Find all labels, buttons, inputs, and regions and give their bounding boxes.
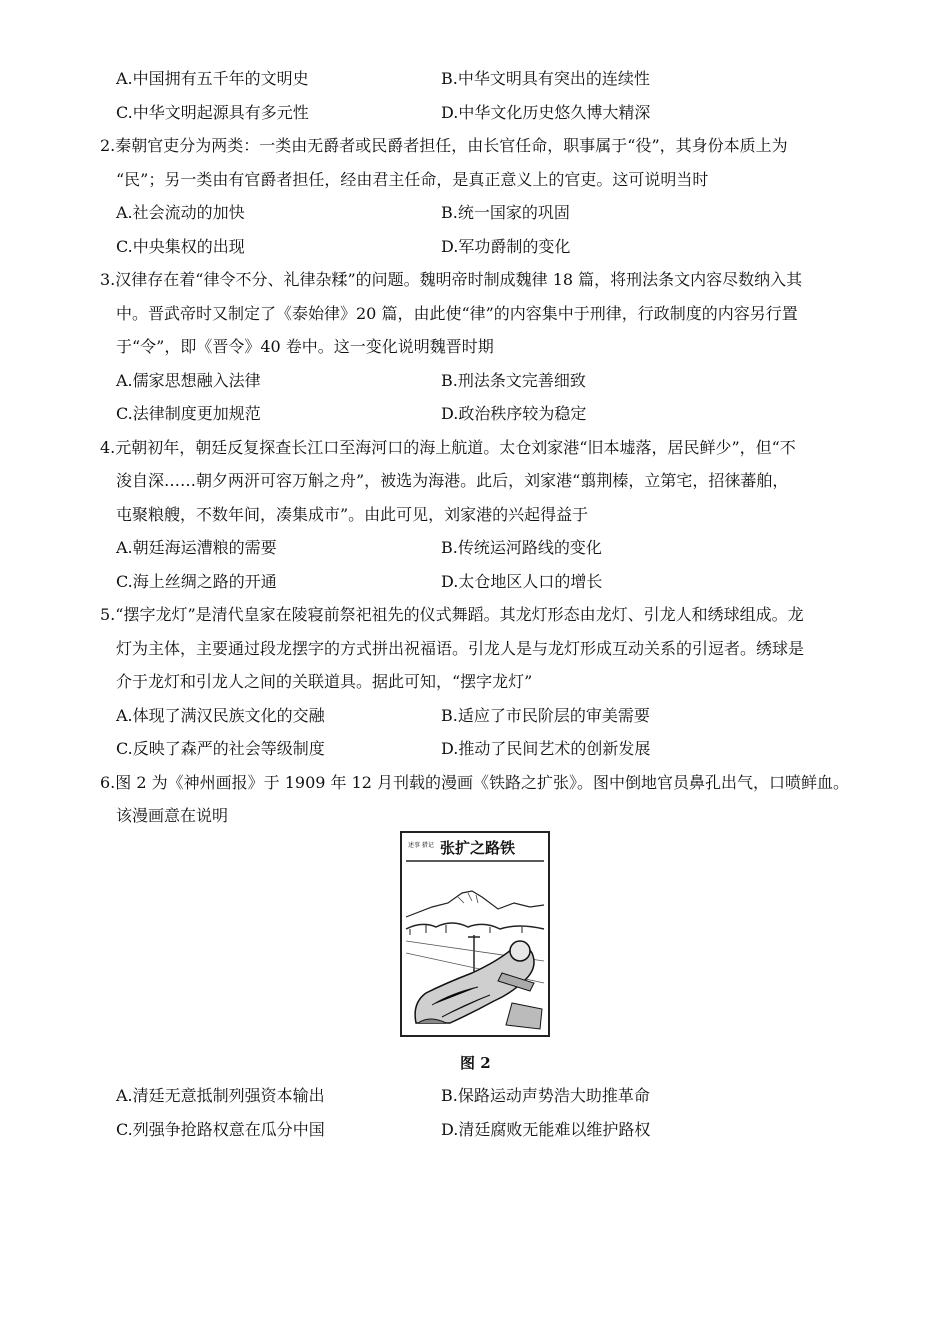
q5-stem-line-2: 灯为主体，主要通过段龙摆字的方式拼出祝福语。引龙人是与龙灯形成互动关系的引逗者。绣球是 <box>116 639 805 658</box>
q5-stem-line-1: 5.“摆字龙灯”是清代皇家在陵寝前祭祀祖先的仪式舞蹈。其龙灯形态由龙灯、引龙人和绣球组成。龙 <box>100 605 804 624</box>
q3-stem-line-3: 于“令”，即《晋令》40 卷中。这一变化说明魏晋时期 <box>116 337 494 356</box>
q6-option-d: D.清廷腐败无能难以维护路权 <box>441 1120 651 1139</box>
q6-option-b: B.保路运动声势浩大助推革命 <box>441 1086 650 1105</box>
q5-stem-line-3: 介于龙灯和引龙人之间的关联道具。据此可知，“摆字龙灯” <box>116 672 533 691</box>
q4-option-d: D.太仓地区人口的增长 <box>441 572 603 591</box>
q4-stem-line-2: 浚自深……朝夕两汧可容万斛之舟”，被选为海港。此后，刘家港“翦荆榛，立第宅，招徕蕃舶， <box>116 471 789 490</box>
q4-option-c: C.海上丝绸之路的开通 <box>116 572 277 591</box>
q5-option-b: B.适应了市民阶层的审美需要 <box>441 706 650 725</box>
q3-stem-line-1: 3.汉律存在着“律令不分、礼律杂糅”的问题。魏明帝时制成魏律 18 篇，将刑法条文内容尽数纳入其 <box>100 270 803 289</box>
q2-option-a: A.社会流动的加快 <box>116 203 245 222</box>
q2-option-c: C.中央集权的出现 <box>116 237 245 256</box>
q4-stem-line-1: 4.元朝初年，朝廷反复探查长江口至海河口的海上航道。太仓刘家港“旧本墟落，居民鲜少”，但“不 <box>100 438 796 457</box>
q3-option-d: D.政治秩序较为稳定 <box>441 404 587 423</box>
q5-option-c: C.反映了森严的社会等级制度 <box>116 739 325 758</box>
q5-option-a: A.体现了满汉民族文化的交融 <box>116 706 325 725</box>
cartoon-side-label: 述事 猎记 <box>408 842 434 849</box>
q2-stem-line-1: 2.秦朝官吏分为两类：一类由无爵者或民爵者担任，由长官任命，职事属于“役”，其身份本质上为 <box>100 136 788 155</box>
q3-option-a: A.儒家思想融入法律 <box>116 371 261 390</box>
q4-option-b: B.传统运河路线的变化 <box>441 538 602 557</box>
q2-option-b: B.统一国家的巩固 <box>441 203 570 222</box>
q6-option-a: A.清廷无意抵制列强资本输出 <box>116 1086 325 1105</box>
q4-stem-line-3: 屯聚粮艘，不数年间，凑集成市”。由此可见，刘家港的兴起得益于 <box>116 505 589 524</box>
q1-option-d: D.中华文化历史悠久博大精深 <box>441 103 651 122</box>
q1-option-a: A.中国拥有五千年的文明史 <box>116 69 309 88</box>
q3-stem-line-2: 中。晋武帝时又制定了《泰始律》20 篇，由此使“律”的内容集中于刑律，行政制度的内容另行置 <box>116 304 798 323</box>
cartoon-title: 张扩之路铁 <box>440 839 516 857</box>
q5-option-d: D.推动了民间艺术的创新发展 <box>441 739 651 758</box>
q6-stem-line-2: 该漫画意在说明 <box>116 806 229 825</box>
q4-option-a: A.朝廷海运漕粮的需要 <box>116 538 277 557</box>
q2-stem-line-2: “民”；另一类由有官爵者担任，经由君主任命，是真正意义上的官吏。这可说明当时 <box>116 170 709 189</box>
q1-option-b: B.中华文明具有突出的连续性 <box>441 69 650 88</box>
q3-option-c: C.法律制度更加规范 <box>116 404 261 423</box>
q6-stem-line-1: 6.图 2 为《神州画报》于 1909 年 12 月刊载的漫画《铁路之扩张》。图中倒地官员鼻孔出气，口喷鲜血。 <box>100 773 850 792</box>
q3-option-b: B.刑法条文完善细致 <box>441 371 586 390</box>
cartoon-illustration <box>402 833 548 1035</box>
cartoon-figure <box>400 831 550 1037</box>
q6-option-c: C.列强争抢路权意在瓜分中国 <box>116 1120 325 1139</box>
figure-caption: 图 2 <box>460 1054 491 1072</box>
q1-option-c: C.中华文明起源具有多元性 <box>116 103 309 122</box>
q2-option-d: D.军功爵制的变化 <box>441 237 571 256</box>
